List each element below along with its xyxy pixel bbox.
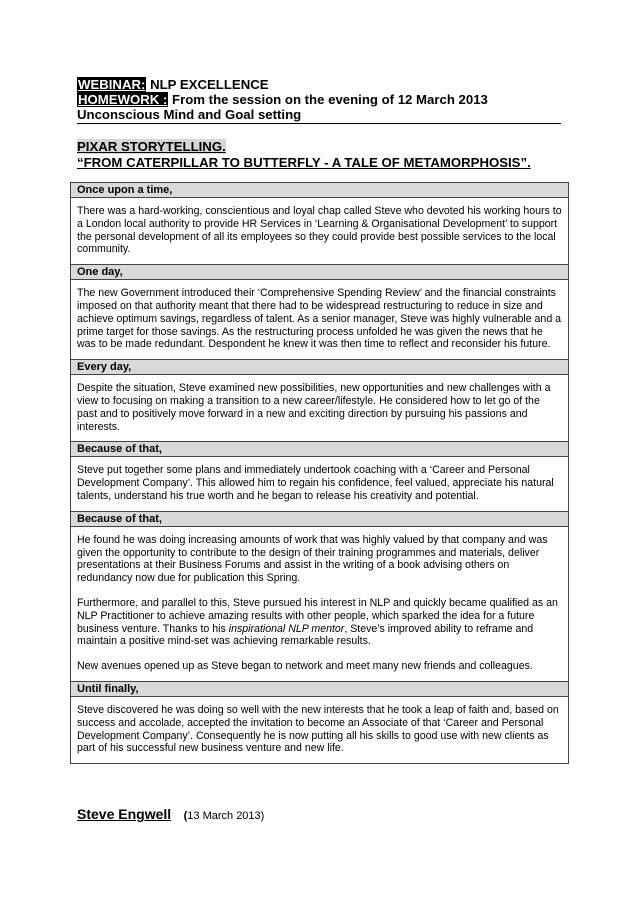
document-header [77,77,561,122]
homework-label: HOMEWORK : [78,92,168,107]
section-heading: Until finally, [71,681,568,697]
paragraph: The new Government introduced their ‘Comprehensive Spending Review’ and the financial constraints imposed on that authority meant that there had to be widespread restructuring to reduce in size and achieve optimum savings, regardless of talent. As a senior manager, Steve was highly vulnerable and a prime target for those savings. As the restructuring process unfolded he was given the news that he was to be made redundant. Despondent he knew it was then time to reflect and reconsider his future. [77,287,562,351]
section-body [71,198,568,264]
section-heading: Once upon a time, [71,183,568,198]
topic-line: Unconscious Mind and Goal setting [77,107,302,122]
date-text: 13 March 2013) [187,810,265,822]
signature-date [184,810,265,822]
paragraph: Steve discovered he was doing so well with the new interests that he took a leap of faith and, based on success and accolade, accepted the invitation to become an Associate of that ‘Career and Personal Development Company’. Consequently he is now putting all his skills to good use with new clients as part of his successful new business venture and new life. [77,703,559,755]
paren-open: ( [183,810,188,822]
section-heading: Every day, [71,359,568,375]
paragraph: There was a hard-working, conscientious and loyal chap called Steve who devoted his working hours to a London local authority to provide HR Services in ‘Learning & Organisational Development’ to support the personal development of all its employees so they could provide best possible services to the local community. [77,205,562,256]
section-heading: Because of that, [71,441,568,457]
section-body [71,280,568,359]
story-table [70,182,569,764]
section-body [71,527,568,681]
paragraph: Steve put together some plans and immediately undertook coaching with a ‘Career and Personal Development Company’. This allowed him to regain his confidence, feel valued, appreciate his natural talents, understand his true worth and he began to release his creativity and potential. [77,464,554,502]
paragraph: New avenues opened up as Steve began to network and meet many new friends and colleagues. [77,660,533,673]
story-title [77,139,567,170]
homework-line [77,92,561,107]
homework-text: From the session on the evening of 12 March 2013 [168,92,488,107]
paragraph: He found he was doing increasing amounts of work that was highly valued by that company and was given the opportunity to contribute to the design of their training programmes and materials, deliver presentations at their Business Forums and assist in the writing of a book advising others on redundancy now due for publication this Spring. [77,533,548,585]
paragraph [77,597,562,648]
webinar-line [77,77,561,92]
paragraph-text: Furthermore, and parallel to this, Steve pursued his interest in NLP and quickly became qualified as an NLP Practitioner to achieve amazing results with other people, which sparked the idea for a future business venture. Thanks to his [77,596,558,635]
header-divider [77,123,561,124]
story-title-line1: PIXAR STORYTELLING. [77,139,226,154]
section-body [71,697,568,763]
webinar-label: WEBINAR: [78,77,146,92]
italic-mentor-text: inspirational NLP mentor [228,622,345,635]
section-heading: One day, [71,264,568,280]
author-name: Steve Engwell [77,806,172,822]
paragraph-text: , Steve’s improved ability to reframe and maintain a positive mind-set was achieving remarkable results. [77,622,534,648]
story-title-line2: “FROM CATERPILLAR TO BUTTERFLY - A TALE OF METAMORPHOSIS”. [77,154,531,170]
section-heading: Because of that, [71,511,568,527]
webinar-title: NLP EXCELLENCE [146,77,269,92]
paragraph: Despite the situation, Steve examined new possibilities, new opportunities and new challenges with a view to focusing on making a transition to a new career/lifestyle. He considered how to let go of the past and to positively move forward in a new and exciting direction by pursuing his passions and interests. [77,382,551,433]
section-body [71,457,568,510]
section-body [71,375,568,441]
signature [77,806,264,824]
